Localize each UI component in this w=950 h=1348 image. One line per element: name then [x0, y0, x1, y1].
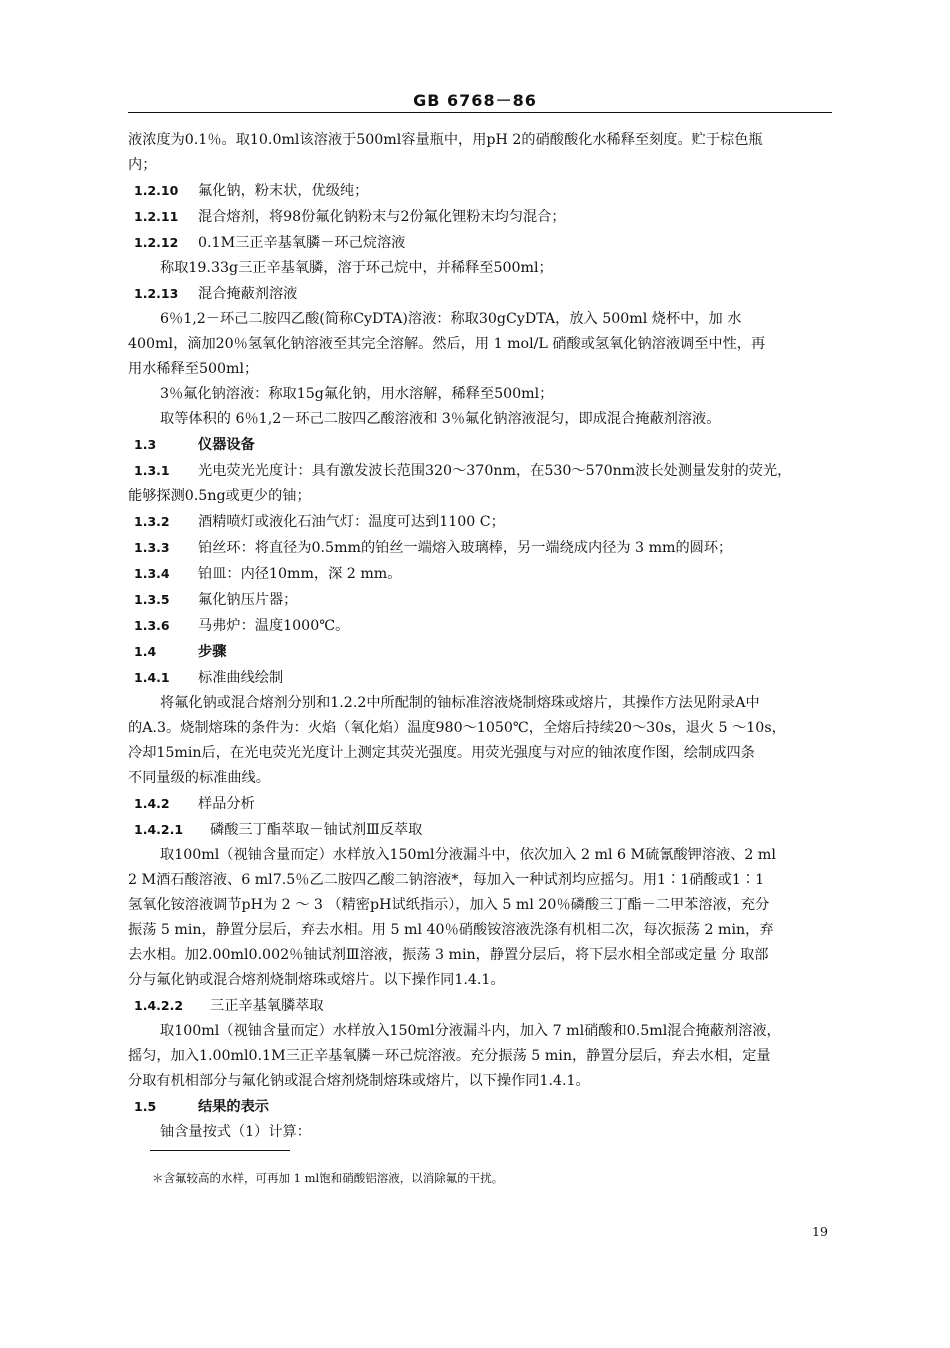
clause-number: 1.4.2 [134, 796, 170, 811]
clause-text: 0.1M三正辛基氧膦－环己烷溶液 [198, 235, 406, 251]
text-line: 振荡 5 min，静置分层后，弃去水相。用 5 ml 40％硝酸铵溶液洗涤有机相二次，每次振荡 2 min，弃 [128, 922, 774, 938]
clause-text: 酒精喷灯或液化石油气灯：温度可达到1100 C； [198, 514, 505, 530]
clause-number: 1.3.2 [134, 514, 170, 529]
text-line: 称取19.33g三正辛基氧膦，溶于环己烷中，并稀释至500ml； [160, 260, 553, 276]
clause-number: 1.2.12 [134, 235, 179, 250]
section-title: 步骤 [198, 644, 227, 660]
clause-text: 氟化钠压片器； [198, 592, 298, 608]
clause-number: 1.3.5 [134, 592, 170, 607]
section-1-5 [128, 1094, 880, 1120]
clause-1-3-1 [128, 458, 880, 484]
footnote-rule [150, 1150, 290, 1151]
text-line: 液浓度为0.1％。取10.0ml该溶液于500ml容量瓶中，用pH 2的硝酸酸化水稀释至刻度。贮于棕色瓶 [128, 132, 763, 148]
text-line: 的A.3。烧制熔珠的条件为：火焰（氧化焰）温度980～1050℃，全熔后持续20～30s，退火 5 ～10s， [128, 720, 786, 736]
clause-number: 1.2.10 [134, 183, 179, 198]
text-line: 氢氧化铵溶液调节pH为 2 ～ 3 （精密pH试纸指示），加入 5 ml 20％磷酸三丁酯－二甲苯溶液，充分 [128, 897, 770, 913]
section-number: 1.4 [134, 644, 157, 659]
text-line: 分与氟化钠或混合熔剂烧制熔珠或熔片。以下操作同1.4.1。 [128, 972, 505, 988]
clause-text: 磷酸三丁酯萃取－铀试剂Ⅲ反萃取 [210, 822, 423, 838]
text-line: 分取有机相部分与氟化钠或混合熔剂烧制熔珠或熔片，以下操作同1.4.1。 [128, 1073, 590, 1089]
section-title: 仪器设备 [198, 437, 255, 453]
section-title: 结果的表示 [198, 1099, 269, 1115]
text-line: 用水稀释至500ml； [128, 361, 259, 377]
clause-1-3-6 [128, 613, 880, 639]
clause-text: 光电荧光光度计：具有激发波长范围320～370nm，在530～570nm波长处测量发射的荧光， [198, 463, 792, 479]
text-line: 400ml，滴加20％氢氧化钠溶液至其完全溶解。然后，用 1 mol/L 硝酸或氢氧化钠溶液调至中性，再 [128, 336, 766, 352]
text-line: 摇匀，加入1.00ml0.1M三正辛基氧膦－环己烷溶液。充分振荡 5 min，静置分层后，弃去水相，定量 [128, 1048, 771, 1064]
text-line: 铀含量按式（1）计算： [160, 1124, 311, 1140]
section-1-4 [128, 639, 880, 665]
clause-1-3-3 [128, 535, 880, 561]
clause-text: 标准曲线绘制 [198, 670, 284, 686]
text-line: 3％氟化钠溶液：称取15g氟化钠，用水溶解，稀释至500ml； [160, 386, 554, 402]
clause-number: 1.3.1 [134, 463, 170, 478]
text-line: 能够探测0.5ng或更少的铀； [128, 488, 311, 504]
clause-1-2-10 [128, 178, 880, 204]
clause-text: 混合熔剂，将98份氟化钠粉末与2份氟化锂粉末均匀混合； [198, 209, 566, 225]
document-body [128, 128, 880, 1145]
clause-number: 1.2.11 [134, 209, 179, 224]
clause-text: 马弗炉：温度1000℃。 [198, 618, 350, 634]
clause-number: 1.3.3 [134, 540, 170, 555]
text-line: 去水相。加2.00ml0.002％铀试剂Ⅲ溶液，振荡 3 min，静置分层后，将下层水相全部或定量 分 取部 [128, 947, 769, 963]
text-line: 取100ml（视铀含量而定）水样放入150ml分液漏斗内，加入 7 ml硝酸和0.5ml混合掩蔽剂溶液， [160, 1023, 781, 1039]
section-1-3 [128, 432, 880, 458]
page-number: 19 [812, 1224, 828, 1239]
clause-1-3-4 [128, 561, 880, 587]
clause-number: 1.4.2.1 [134, 822, 184, 837]
clause-text: 氟化钠，粉末状，优级纯； [198, 183, 369, 199]
clause-text: 铂丝环：将直径为0.5mm的铂丝一端熔入玻璃棒，另一端绕成内径为 3 mm的圆环； [198, 540, 733, 556]
clause-1-2-13 [128, 281, 880, 307]
footnote: ＊含氟较高的水样，可再加 1 ml饱和硝酸铝溶液，以消除氟的干扰。 [152, 1171, 504, 1185]
clause-number: 1.4.1 [134, 670, 170, 685]
text-line: 冷却15min后，在光电荧光光度计上测定其荧光强度。用荧光强度与对应的铀浓度作图，绘制成四条 [128, 745, 755, 761]
section-number: 1.5 [134, 1099, 157, 1114]
clause-text: 铂皿：内径10mm，深 2 mm。 [198, 566, 402, 582]
clause-1-4-2-2 [128, 993, 880, 1019]
clause-number: 1.3.6 [134, 618, 170, 633]
clause-text: 三正辛基氧膦萃取 [210, 998, 324, 1014]
clause-number: 1.3.4 [134, 566, 170, 581]
text-line: 取等体积的 6％1,2－环己二胺四乙酸溶液和 3％氟化钠溶液混匀，即成混合掩蔽剂溶液。 [160, 411, 721, 427]
clause-1-4-2-1 [128, 817, 880, 843]
clause-text: 混合掩蔽剂溶液 [198, 286, 298, 302]
clause-1-3-5 [128, 587, 880, 613]
clause-1-3-2 [128, 509, 880, 535]
clause-text: 样品分析 [198, 796, 255, 812]
text-line: 2 M酒石酸溶液、6 ml7.5％乙二胺四乙酸二钠溶液*，每加入一种试剂均应摇匀。用1∶1硝酸或1∶1 [128, 872, 765, 888]
section-number: 1.3 [134, 437, 157, 452]
clause-number: 1.4.2.2 [134, 998, 184, 1013]
text-line: 将氟化钠或混合熔剂分别和1.2.2中所配制的铀标准溶液烧制熔珠或熔片，其操作方法见附录A中 [160, 695, 760, 711]
text-line: 内； [128, 157, 157, 173]
clause-1-2-11 [128, 204, 880, 230]
text-line: 不同量级的标准曲线。 [128, 770, 270, 786]
clause-1-2-12 [128, 230, 880, 256]
clause-1-4-2 [128, 791, 880, 817]
text-line: 6％1,2－环己二胺四乙酸(简称CyDTA)溶液：称取30gCyDTA，放入 500ml 烧杯中，加 水 [160, 311, 742, 327]
page-header: GB 6768－86 [413, 91, 537, 110]
header-rule [128, 112, 832, 113]
clause-1-4-1 [128, 665, 880, 691]
clause-number: 1.2.13 [134, 286, 179, 301]
text-line: 取100ml（视铀含量而定）水样放入150ml分液漏斗中，依次加入 2 ml 6 M硫氰酸钾溶液、2 ml [160, 847, 776, 863]
